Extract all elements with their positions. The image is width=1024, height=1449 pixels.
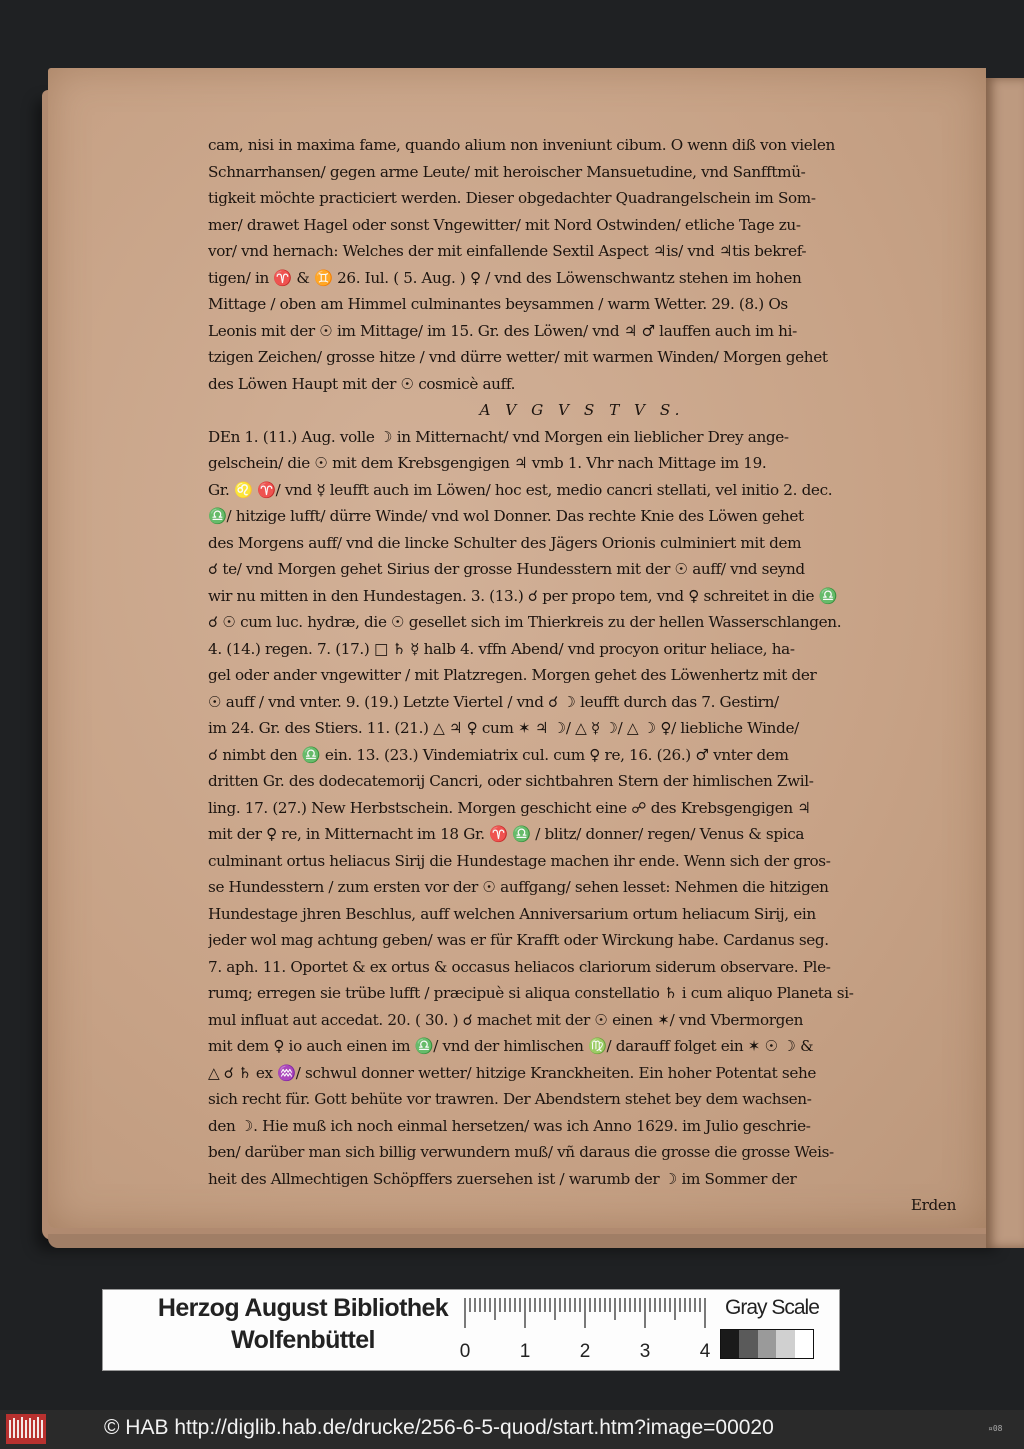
text-line: Schnarrhansen/ gegen arme Leute/ mit heroischer Mansuetudine, vnd Sanfftmü- <box>208 162 806 181</box>
gray-patch <box>776 1330 794 1358</box>
text-line: mul influat aut accedat. 20. ( 30. ) ☌ machet mit der ☉ einen ✶/ vnd Vbermorgen <box>208 1010 804 1029</box>
text-line: ☌ nimbt den ♎ ein. 13. (23.) Vindemiatrix cul. cum ♀ re, 16. (26.) ♂ vnter dem <box>208 745 789 764</box>
text-line: sich recht für. Gott behüte vor trawren. Der Abendstern stehet bey dem wachsen- <box>208 1090 812 1108</box>
text-line: gel oder ander vngewitter / mit Platzregen. Morgen gehet des Löwenhertz mit der <box>208 666 817 684</box>
text-line: △ ☌ ♄ ex ♒/ schwul donner wetter/ hitzige Kranckheiten. Ein hoher Potentat sehe <box>208 1063 817 1082</box>
text-line: tzigen Zeichen/ grosse hitze / vnd dürre wetter/ mit warmen Winden/ Morgen gehet <box>208 348 828 366</box>
gray-patch <box>758 1330 776 1358</box>
text-line: mit der ♀ re, in Mitternacht im 18 Gr. ♈ ♎ / blitz/ donner/ regen/ Venus & spica <box>208 825 805 843</box>
copyright-notice: © HAB http://diglib.hab.de/drucke/256-6-5-quod/start.htm?image=00020 <box>104 1416 774 1439</box>
text-line: jeder wol mag achtung geben/ was er für Krafft oder Wirckung habe. Cardanus seg. <box>208 931 829 949</box>
text-line: Hundestage jhren Beschlus, auff welchen Anniversarium ortum heliacum Sirij, ein <box>208 904 816 923</box>
text-line: ben/ darüber man sich billig verwundern muß/ vñ daraus die grosse die grosse Weis- <box>208 1143 834 1161</box>
library-name: Herzog August Bibliothek <box>157 1294 449 1322</box>
text-line: im 24. Gr. des Stiers. 11. (21.) △ ♃ ♀ cum ✶ ♃ ☽/ △ ☿ ☽/ △ ☽ ♀/ liebliche Winde/ <box>208 719 799 737</box>
gray-patch <box>795 1330 813 1358</box>
text-line: den ☽. Hie muß ich noch einmal hersetzen/ was ich Anno 1629. im Julio geschrie- <box>208 1116 811 1135</box>
gray-patch <box>721 1330 739 1358</box>
text-line: ♎/ hitzige lufft/ dürre Winde/ vnd wol Donner. Das rechte Knie des Löwen gehet <box>208 507 804 525</box>
ruler-number: 2 <box>579 1341 591 1362</box>
text-line: se Hundesstern / zum ersten vor der ☉ auffgang/ sehen lesset: Nehmen die hitzigen <box>208 878 829 896</box>
facing-page-edge <box>986 78 1024 1248</box>
gray-patch <box>739 1330 757 1358</box>
calibration-card <box>102 1289 840 1371</box>
text-line: tigkeit möchte practiciert werden. Dieser obgedachter Quadrangelschein im Som- <box>208 189 816 207</box>
text-line: wir nu mitten in den Hundestagen. 3. (13.) ☌ per propo tem, vnd ♀ schreitet in die ♎ <box>208 586 838 605</box>
text-line: mit dem ♀ io auch einen im ♎/ vnd der himlischen ♍/ darauff folget ein ✶ ☉ ☽ & <box>208 1037 814 1055</box>
text-line: dritten Gr. des dodecatemorij Cancri, oder sichtbahren Stern der himlischen Zwil- <box>208 772 814 790</box>
text-line: ☌ ☉ cum luc. hydræ, die ☉ gesellet sich im Thierkreis zu der hellen Wasserschlangen. <box>208 613 842 631</box>
ruler-number: 3 <box>639 1341 651 1362</box>
text-line: ☉ auff / vnd vnter. 9. (19.) Letzte Viertel / vnd ☌ ☽ leufft durch das 7. Gestirn/ <box>208 692 779 711</box>
library-city: Wolfenbüttel <box>231 1326 375 1354</box>
text-line: 4. (14.) regen. 7. (17.) □ ♄ ☿ halb 4. vffn Abend/ vnd procyon oritur heliace, ha- <box>208 639 795 658</box>
text-line: cam, nisi in maxima fame, quando alium non inveniunt cibum. O wenn diß von vielen <box>208 136 835 154</box>
text-line: vor/ vnd hernach: Welches der mit einfallende Sextil Aspect ♃is/ vnd ♃tis bekref- <box>208 242 807 260</box>
ruler-number: 0 <box>459 1341 471 1362</box>
gray-scale-bar <box>720 1329 814 1359</box>
gray-scale-label: Gray Scale <box>725 1296 819 1319</box>
text-line: Leonis mit der ☉ im Mittage/ im 15. Gr. des Löwen/ vnd ♃ ♂ lauffen auch im hi- <box>208 321 797 340</box>
text-line: culminant ortus heliacus Sirij die Hundestage machen ihr ende. Wenn sich der gros- <box>208 851 831 870</box>
text-line: ☌ te/ vnd Morgen gehet Sirius der grosse Hundesstern mit der ☉ auff/ vnd seynd <box>208 560 805 578</box>
text-line: DEn 1. (11.) Aug. volle ☽ in Mitternacht/ vnd Morgen ein lieblicher Drey ange- <box>208 427 789 446</box>
text-line: gelschein/ die ☉ mit dem Krebsgengigen ♃ vmb 1. Vhr nach Mittage im 19. <box>208 454 767 472</box>
hab-logo-icon <box>6 1414 46 1444</box>
page-text <box>208 132 956 1219</box>
text-line: Gr. ♌ ♈/ vnd ☿ leufft auch im Löwen/ hoc est, medio cancri stellati, vel initio 2. dec. <box>208 480 833 499</box>
month-heading: A V G V S T V S. <box>479 401 685 419</box>
ruler-number: 4 <box>699 1341 711 1362</box>
catchword: Erden <box>910 1196 956 1214</box>
ruler <box>455 1290 715 1370</box>
text-line: mer/ drawet Hagel oder sonst Vngewitter/ mit Nord Ostwinden/ etliche Tage zu- <box>208 215 801 234</box>
corner-mark: ¤08 <box>988 1424 1003 1433</box>
text-line: 7. aph. 11. Oportet & ex ortus & occasus heliacos clariorum siderum observare. Ple- <box>208 957 831 976</box>
text-line: Mittage / oben am Himmel culminantes beysammen / warm Wetter. 29. (8.) Os <box>208 295 788 313</box>
text-line: ling. 17. (27.) New Herbstschein. Morgen geschicht eine ☍ des Krebsgengigen ♃ <box>208 798 811 817</box>
text-line: des Morgens auff/ vnd die lincke Schulter des Jägers Orionis culminiert mit dem <box>208 533 802 552</box>
ruler-number: 1 <box>519 1341 531 1362</box>
text-line: rumq; erregen sie trübe lufft / præcipuè si aliqua constellatio ♄ i cum aliquo Planeta si- <box>208 984 854 1002</box>
text-line: des Löwen Haupt mit der ☉ cosmicè auff. <box>208 374 516 393</box>
text-line: heit des Allmechtigen Schöpffers zuersehen ist / warumb der ☽ im Sommer der <box>208 1169 797 1188</box>
text-line: tigen/ in ♈ & ♊ 26. Iul. ( 5. Aug. ) ♀ / vnd des Löwenschwantz stehen im hohen <box>208 268 802 287</box>
